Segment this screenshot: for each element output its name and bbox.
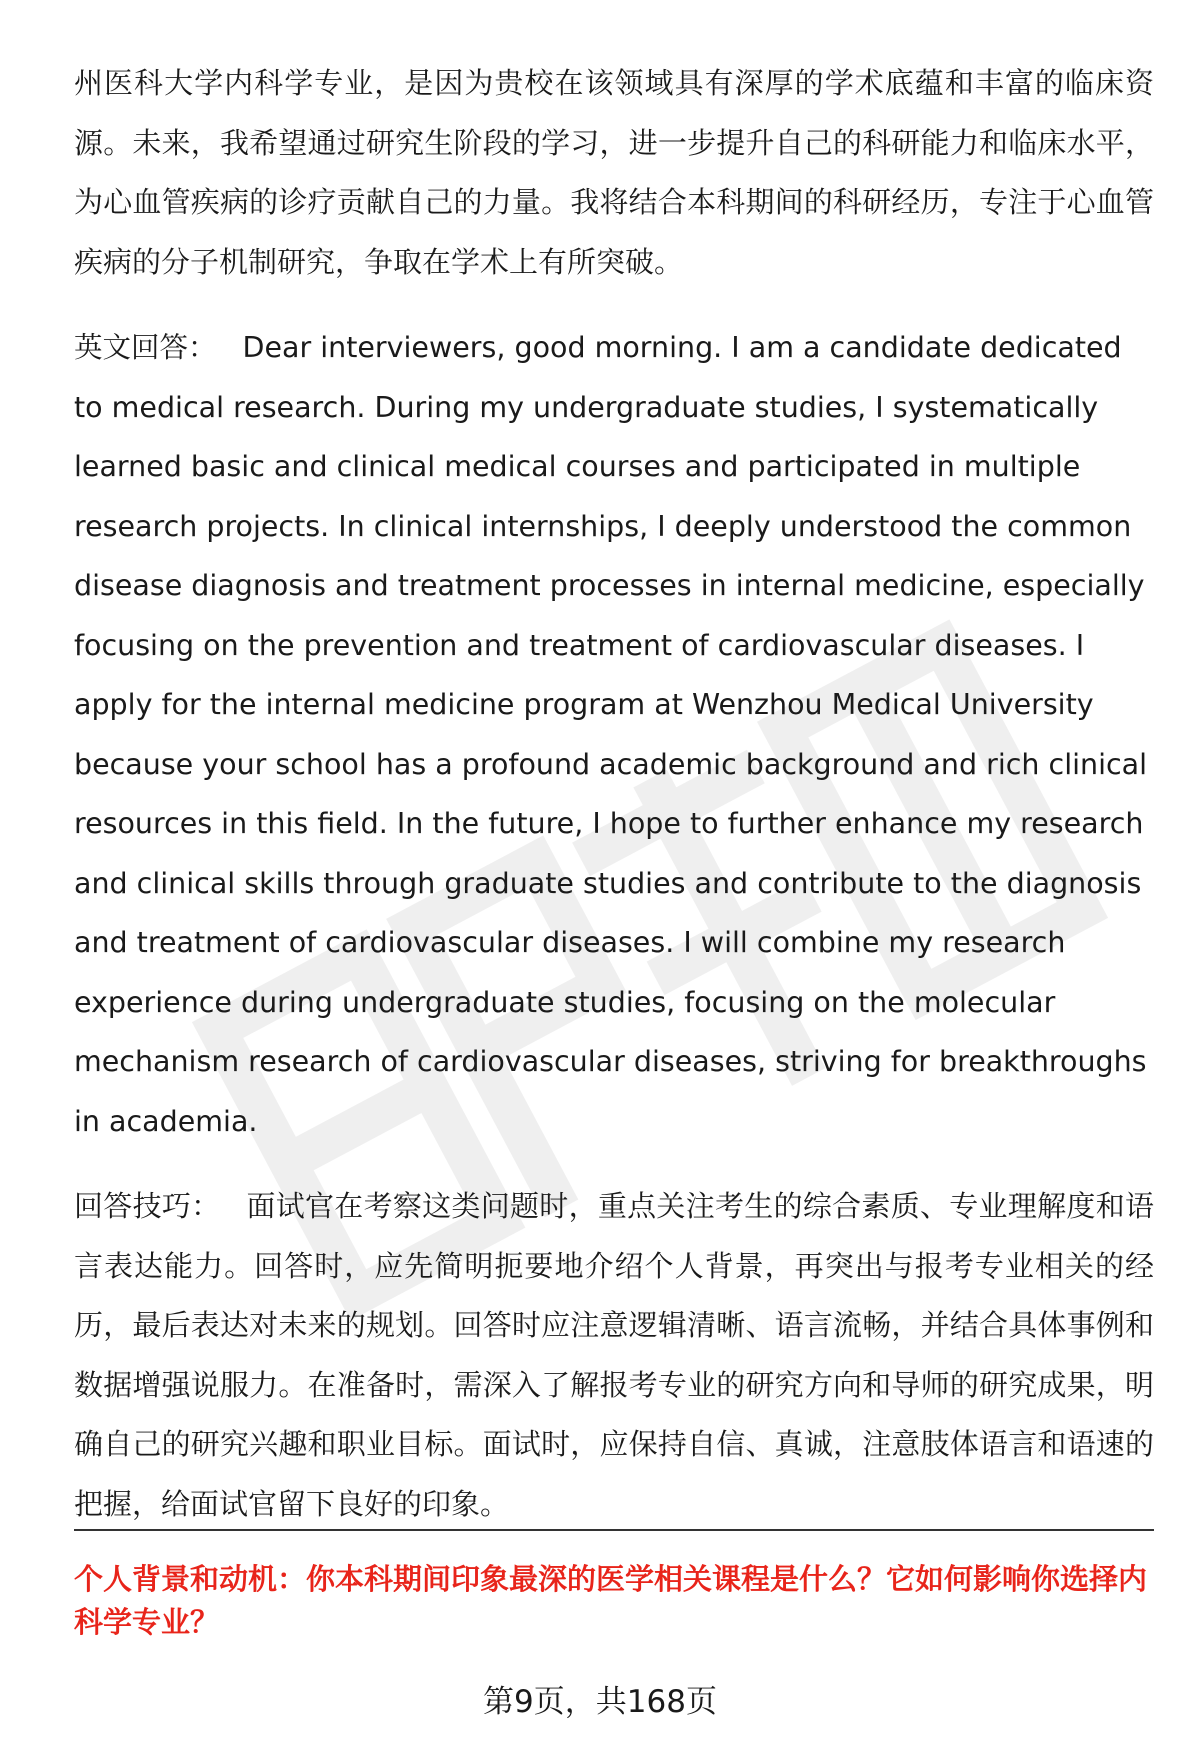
chinese-answer-continued: 州医科大学内科学专业，是因为贵校在该领域具有深厚的学术底蕴和丰富的临床资源。未来，我希望通过研究生阶段的学习，进一步提升自己的科研能力和临床水平，为心血管疾病的诊疗贡献自己的力量。我将结合本科期间的科研经历，专注于心血管疾病的分子机制研究，争取在学术上有所突破。: [74, 66, 1154, 279]
answer-tips-paragraph: [74, 1177, 1154, 1534]
answer-tips-label: 回答技巧：: [74, 1189, 221, 1223]
section-divider: [74, 1529, 1154, 1531]
page-number-footer: 第9页，共168页: [483, 1684, 717, 1720]
english-answer-text: Dear interviewers, good morning. I am a candidate dedicated to medical research. During my undergraduate studies, I systematically learned basic and clinical medical courses and participated in multiple research projects. In clinical internships, I deeply understood the common disease diagnosis and treatment processes in internal medicine, especially focusing on the prevention and treatment of cardiovascular diseases. I apply for the internal medicine program at Wenzhou Medical University because your school has a profound academic background and rich clinical resources in this field. In the future, I hope to further enhance my research and clinical skills through graduate studies and contribute to the diagnosis and treatment of cardiovascular diseases. I will combine my research experience during undergraduate studies, focusing on the molecular mechanism research of cardiovascular diseases, striving for breakthroughs in academia.: [74, 331, 1148, 1138]
answer-tips-text: 面试官在考察这类问题时，重点关注考生的综合素质、专业理解度和语言表达能力。回答时，应先简明扼要地介绍个人背景，再突出与报考专业相关的经历，最后表达对未来的规划。回答时应注意逻辑清晰、语言流畅，并结合具体事例和数据增强说服力。在准备时，需深入了解报考专业的研究方向和导师的研究成果，明确自己的研究兴趣和职业目标。面试时，应保持自信、真诚，注意肢体语言和语速的把握，给面试官留下良好的印象。: [74, 1189, 1154, 1521]
page-content: [74, 54, 1154, 1560]
english-answer-paragraph: [74, 318, 1154, 1151]
english-answer-label: 英文回答：: [74, 331, 217, 364]
next-question-heading: 个人背景和动机：你本科期间印象最深的医学相关课程是什么？它如何影响你选择内科学专业？: [74, 1562, 1148, 1639]
